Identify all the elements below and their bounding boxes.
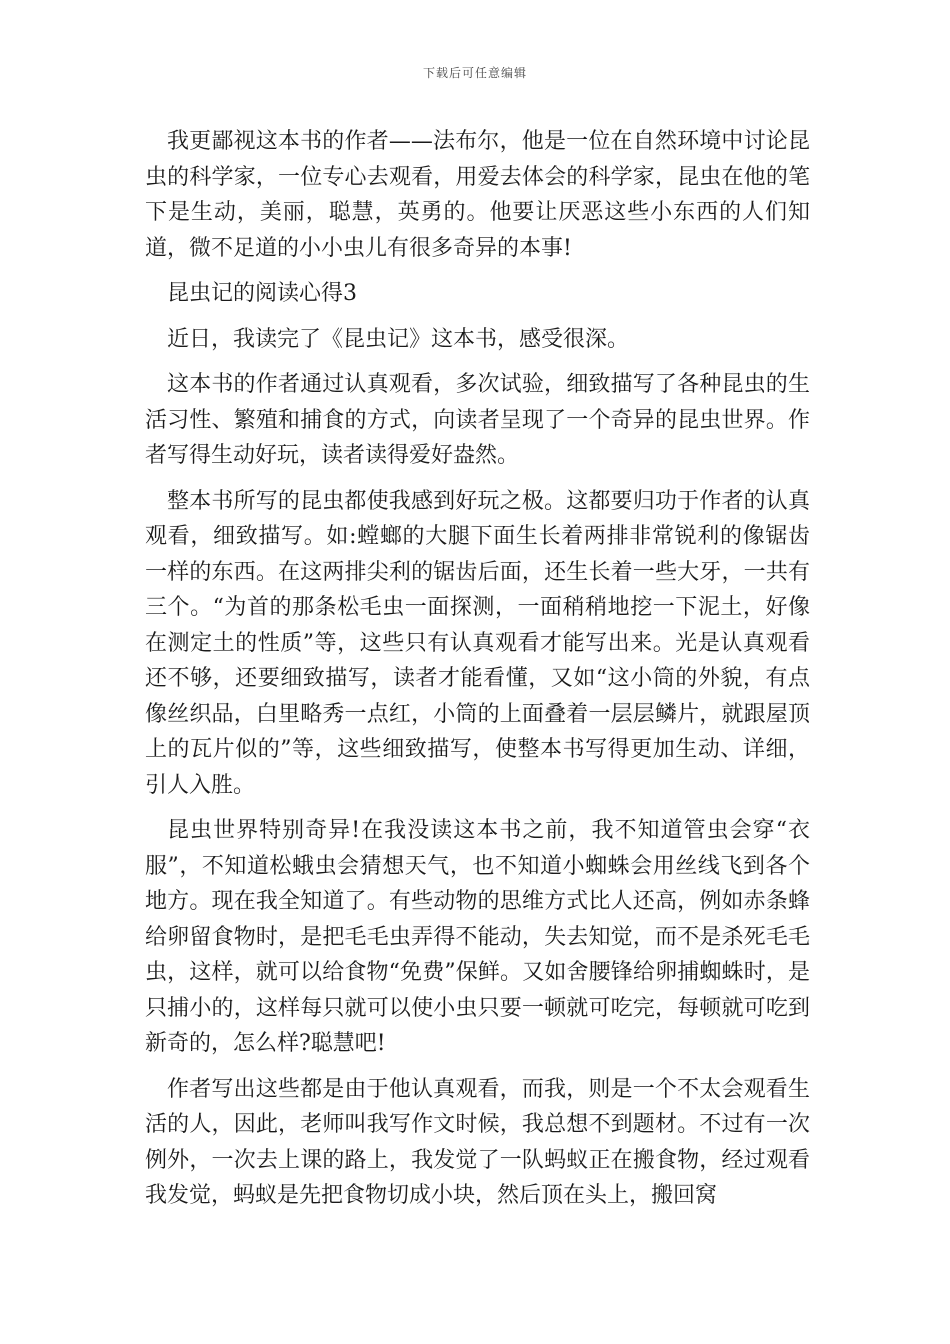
page-header: 下载后可任意编辑 (422, 66, 527, 80)
paragraph: 昆虫世界特别奇异!在我没读这本书之前，我不知道管虫会穿“衣服”，不知道松蛾虫会猜想天气，也不知道小蜘蛛会用丝线飞到各个地方。现在我全知道了。有些动物的思维方式比人还高，例如赤条蜂给卵留食物时，是把毛毛虫弄得不能动，失去知觉，而不是杀死毛毛虫，这样，就可以给食物“免费”保鲜。又如舍腰锋给卵捕蜘蛛时，是只捕小的，这样每只就可以使小虫只要一顿就可吃完，每顿就可吃到新奇的，怎么样?聪慧吧! (145, 818, 810, 1056)
paragraph: 我更鄙视这本书的作者——法布尔，他是一位在自然环境中讨论昆虫的科学家，一位专心去观看，用爱去体会的科学家，昆虫在他的笔下是生动，美丽，聪慧，英勇的。他要让厌恶这些小东西的人们知道，微不足道的小小虫儿有很多奇异的本事! (145, 129, 810, 261)
paragraph: 这本书的作者通过认真观看，多次试验，细致描写了各种昆虫的生活习性、繁殖和捕食的方式，向读者呈现了一个奇异的昆虫世界。作者写得生动好玩，读者读得爱好盎然。 (145, 372, 810, 468)
paragraph: 作者写出这些都是由于他认真观看，而我，则是一个不太会观看生活的人，因此，老师叫我写作文时候，我总想不到题材。不过有一次例外，一次去上课的路上，我发觉了一队蚂蚁正在搬食物，经过观看我发觉，蚂蚁是先把食物切成小块，然后顶在头上，搬回窝 (145, 1076, 810, 1208)
paragraph: 近日，我读完了《昆虫记》这本书，感受很深。 (167, 326, 630, 352)
document-body (145, 124, 810, 1224)
section-heading: 昆虫记的阅读心得3 (167, 281, 357, 306)
paragraph: 整本书所写的昆虫都使我感到好玩之极。这都要归功于作者的认真观看，细致描写。如:螳螂的大腿下面生长着两排非常锐利的像锯齿一样的东西。在这两排尖利的锯齿后面，还生长着一些大牙，一共有三个。“为首的那条松毛虫一面探测，一面稍稍地挖一下泥土，好像在测定土的性质”等，这些只有认真观看才能写出来。光是认真观看还不够，还要细致描写，读者才能看懂，又如“这小筒的外貌，有点像丝织品，白里略秀一点红，小筒的上面叠着一层层鳞片，就跟屋顶上的瓦片似的”等，这些细致描写，使整本书写得更加生动、详细，引人入胜。 (145, 488, 810, 798)
